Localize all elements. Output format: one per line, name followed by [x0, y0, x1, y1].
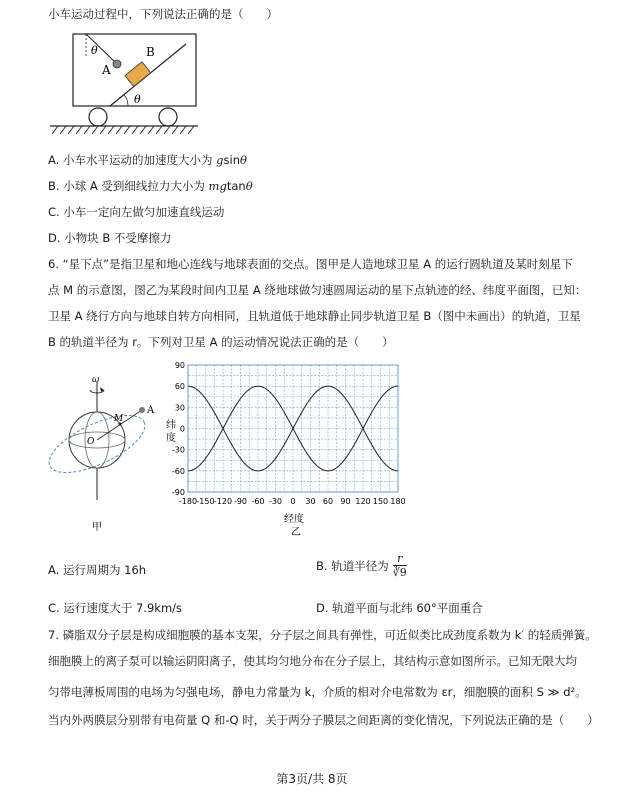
center-o-label: O	[87, 437, 95, 447]
q6-option-a: A. 运行周期为 16h	[48, 563, 147, 577]
y-tick-label: 0	[179, 424, 185, 434]
q6-option-c: C. 运行速度大于 7.9km/s	[48, 601, 183, 615]
x-tick-label: 120	[355, 497, 371, 506]
q7-line-4: 当内外两膜层分别带有电荷量 Q 和-Q 时，关于两分子膜层之间距离的变化情况，下列说法正确的是（ ）	[48, 713, 599, 727]
y-tick-label: -90	[171, 488, 185, 497]
q5-option-d: D. 小物块 B 不受摩擦力	[48, 231, 172, 245]
q7-line-2: 细胞膜上的离子泵可以输运阴阳离子，使其均匀地分布在分子层上，其结构示意如图所示。已知无限大均	[48, 654, 577, 668]
satellite-a-label: A	[147, 405, 155, 416]
q7-line-1: 7. 磷脂双分子层是构成细胞膜的基本支架，分子层之间具有弹性，可近似类比成劲度系数为 k′ 的轻质弹簧。	[48, 628, 597, 642]
x-axis-label: 经度	[284, 514, 304, 525]
x-tick-label: 90	[340, 497, 351, 506]
x-tick-label: 60	[322, 497, 334, 506]
x-tick-label: 180	[390, 497, 406, 506]
figure-a-caption: 甲	[92, 522, 102, 533]
y-tick-label: -60	[171, 466, 185, 476]
y-axis-label-2: 度	[166, 433, 176, 444]
ball-a-label: A	[102, 63, 111, 77]
theta-label-string: θ	[91, 44, 98, 57]
y-axis-label-1: 纬	[166, 420, 176, 431]
x-tick-label: 0	[290, 497, 296, 506]
x-tick-label: -150	[196, 497, 215, 506]
figure-b-caption: 乙	[291, 527, 301, 538]
x-tick-label: -90	[233, 497, 248, 506]
omega-label: ω	[92, 375, 100, 385]
q5-option-a: A. 小车水平运动的加速度大小为 gsinθ	[48, 153, 247, 167]
cart-figure	[48, 26, 208, 141]
q5-option-b: B. 小球 A 受到细线拉力大小为 mgtanθ	[48, 179, 253, 193]
q6-line-1: 6. “星下点”是指卫星和地心连线与地球表面的交点。图甲是人造地球卫星 A 的运行圆轨道及某时刻星下	[48, 257, 573, 271]
q6-line-3: 卫星 A 绕行方向与地球自转方向相同，且轨道低于地球静止同步轨道卫星 B（图中未画出）的轨道，卫星	[48, 309, 581, 323]
y-tick-label: 90	[174, 361, 185, 370]
earth-orbit-figure	[40, 372, 160, 532]
y-tick-label: -30	[171, 445, 185, 455]
y-tick-label: 60	[174, 382, 185, 392]
x-tick-labels	[179, 497, 406, 506]
point-m-label: M	[114, 414, 124, 424]
x-tick-label: 150	[372, 497, 389, 506]
block-b-label: B	[146, 45, 155, 59]
q6-option-b: B. 轨道半径为 $\frac{r}{∛9}$	[316, 552, 407, 579]
question-intro: 小车运动过程中，下列说法正确的是（ ）	[48, 7, 278, 21]
q6-option-d: D. 轨道平面与北纬 60°平面重合	[316, 601, 483, 615]
y-tick-label: 30	[174, 403, 185, 413]
x-tick-label: -30	[268, 497, 283, 506]
x-tick-label: 30	[305, 497, 316, 506]
page-footer: 第3页/共 8页	[276, 772, 348, 786]
q6-line-2: 点 M 的示意图，图乙为某段时间内卫星 A 绕地球做匀速圆周运动的星下点轨迹的经、纬度平面图，已知：	[48, 283, 587, 297]
q5-option-c: C. 小车一定向左做匀加速直线运动	[48, 205, 225, 219]
q6-line-4: B 的轨道半径为 r。下列对卫星 A 的运动情况说法正确的是（ ）	[48, 335, 394, 349]
ground-track-chart	[158, 360, 418, 538]
q7-line-3: 匀带电薄板周围的电场为匀强电场，静电力常量为 k，介质的相对介电常数为 εr，细胞膜的面积 S ≫ d²。	[48, 685, 587, 699]
x-tick-label: -120	[213, 497, 233, 506]
x-tick-label: -60	[251, 497, 265, 506]
theta-label-incline: θ	[134, 93, 141, 106]
x-tick-label: -180	[178, 497, 198, 506]
